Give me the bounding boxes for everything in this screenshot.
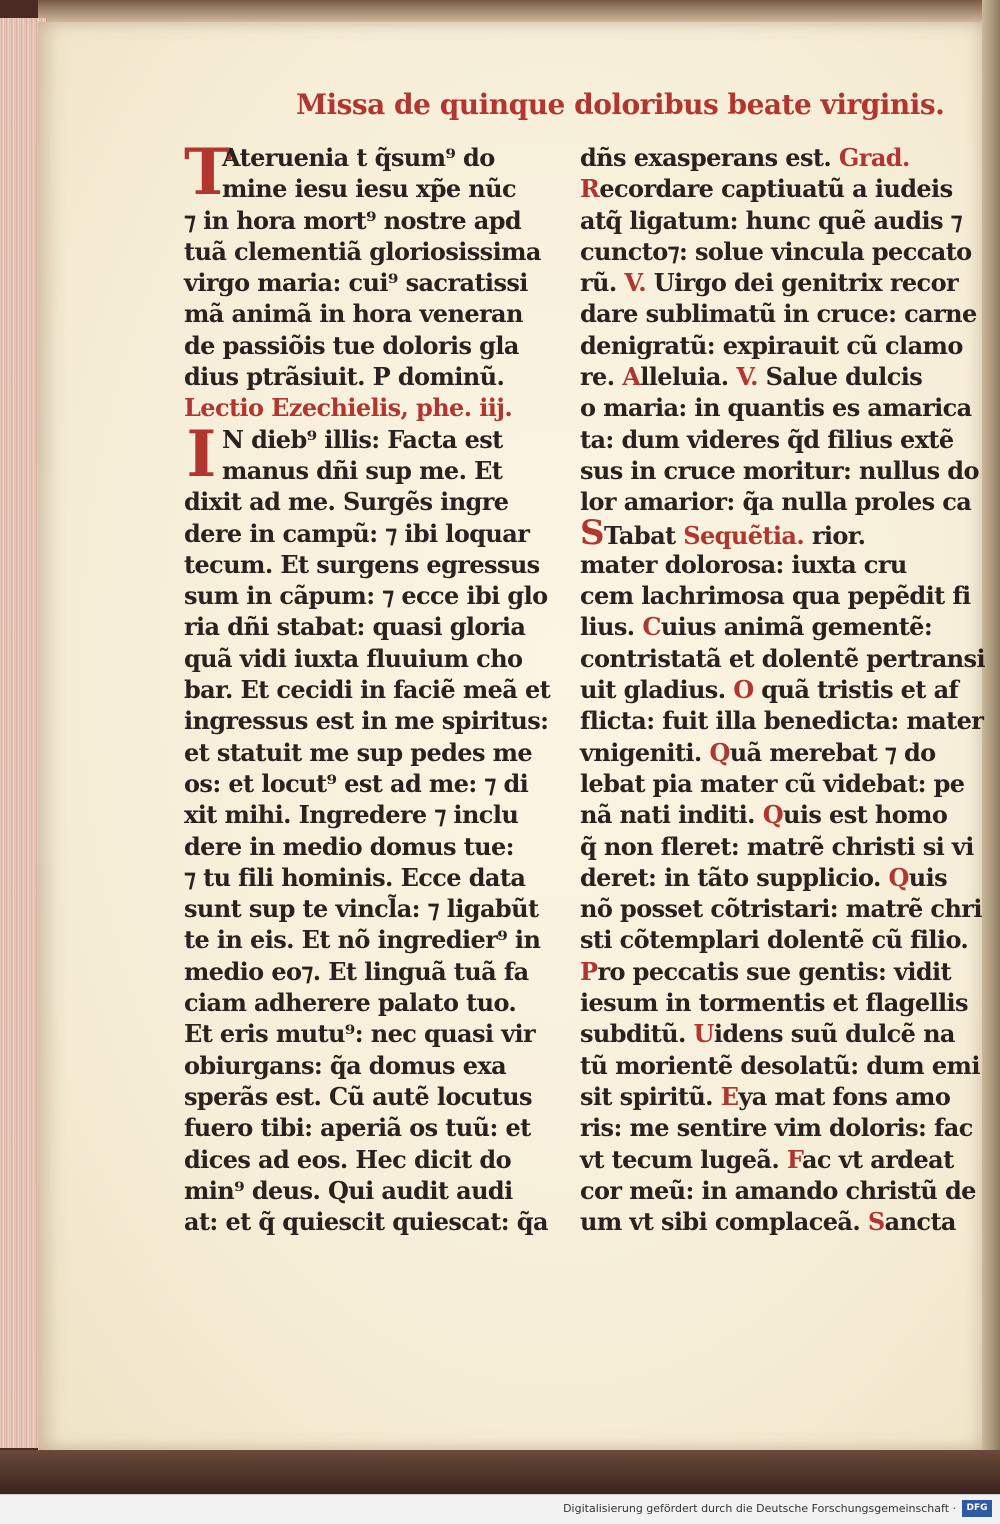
text-line bbox=[580, 173, 953, 204]
initial-letter: T bbox=[184, 135, 232, 210]
text-line: fuero tibi: aperiã os tuũ: et bbox=[184, 1113, 531, 1143]
text-segment: atq̃ ligatum: hunc quẽ audis ⁊ bbox=[580, 205, 962, 235]
text-line bbox=[580, 987, 968, 1018]
text-line: dere in campũ: ⁊ ibi loquar bbox=[184, 518, 530, 548]
text-line bbox=[580, 205, 962, 236]
rubric-segment: R bbox=[580, 174, 600, 204]
rubric-segment: Grad. bbox=[838, 143, 910, 172]
funding-notice: Digitalisierung gefördert durch die Deutsche Forschungsgemeinschaft · bbox=[563, 1502, 956, 1515]
text-segment: denigratũ: expirauit cũ clamo bbox=[580, 330, 963, 360]
text-line: os: et locut⁹ est ad me: ⁊ di bbox=[184, 768, 529, 798]
text-line: de passiõis tue doloris gla bbox=[184, 330, 519, 360]
text-segment: sit spiritũ. bbox=[580, 1081, 721, 1111]
rubric-segment: U bbox=[693, 1019, 714, 1049]
text-line bbox=[580, 956, 952, 987]
text-segment: ac vt ardeat bbox=[801, 1144, 954, 1174]
text-segment: o maria: in quantis es amarica bbox=[580, 393, 972, 423]
text-segment: deret: in tãto supplicio. bbox=[580, 862, 889, 892]
running-head: Missa de quinque doloribus beate virginis. bbox=[296, 88, 945, 121]
text-line bbox=[580, 643, 985, 674]
text-line: obiurgans: q̃a domus exa bbox=[184, 1050, 507, 1080]
rubric-segment: Sequẽtia. bbox=[683, 520, 805, 550]
text-segment: lius. bbox=[580, 612, 643, 642]
text-line: mine iesu iesu xp̃e nũc bbox=[222, 174, 517, 204]
text-line: virgo maria: cui⁹ sacratissi bbox=[184, 268, 528, 298]
text-line bbox=[580, 455, 979, 486]
initial-letter: I bbox=[186, 416, 216, 492]
text-line bbox=[580, 831, 974, 862]
text-line bbox=[580, 512, 920, 553]
text-segment: vt tecum lugeã. bbox=[580, 1144, 787, 1174]
text-line: sum in cãpum: ⁊ ecce ibi glo bbox=[184, 581, 548, 611]
text-segment: cor meũ: in amando christũ de bbox=[580, 1175, 976, 1205]
text-line: at: et q̃ quiescit quiescat: q̃a bbox=[184, 1207, 548, 1237]
text-segment: mater dolorosa: iuxta cru bbox=[580, 549, 907, 579]
text-line: dere in medio domus tue: bbox=[184, 831, 514, 861]
text-segment: sti cõtemplari dolentẽ cũ filio. bbox=[580, 925, 969, 955]
rubric-segment: S bbox=[580, 512, 604, 553]
text-line bbox=[580, 1206, 956, 1237]
text-line bbox=[580, 1112, 973, 1143]
rubric-segment: Q bbox=[709, 737, 730, 767]
text-line bbox=[580, 893, 982, 924]
text-segment: ris: me sentire vim doloris: fac bbox=[580, 1113, 973, 1143]
text-line bbox=[580, 298, 977, 329]
text-segment: subditũ. bbox=[580, 1019, 694, 1049]
text-segment: quã tristis et af bbox=[753, 675, 959, 705]
rubric-segment: Q bbox=[762, 800, 784, 830]
text-line bbox=[580, 862, 948, 893]
text-line: sunt sup te vincl̃a: ⁊ ligabũt bbox=[184, 894, 539, 924]
text-line: ria dñi stabat: quasi gloria bbox=[184, 612, 526, 642]
text-segment: ta: dum videres q̃d filius extẽ bbox=[580, 424, 954, 454]
text-line: ingressus est in me spiritus: bbox=[184, 706, 549, 736]
text-line: bar. Et cecidi in faciẽ meã et bbox=[184, 675, 551, 705]
text-line: et statuit me sup pedes me bbox=[184, 737, 533, 767]
text-line: medio eo⁊. Et linguã tuã fa bbox=[184, 956, 529, 986]
text-line bbox=[580, 1144, 954, 1175]
text-line bbox=[580, 1018, 955, 1049]
text-segment: iesum in tormentis et flagellis bbox=[580, 988, 968, 1018]
text-segment: tũ morientẽ desolatũ: dum emi bbox=[580, 1050, 980, 1080]
rubric-segment: V. bbox=[624, 268, 646, 298]
text-segment: lor amarior: q̃a nulla proles ca bbox=[580, 487, 972, 517]
text-segment: uis est homo bbox=[783, 800, 948, 830]
text-line bbox=[580, 799, 948, 830]
text-segment: nã nati inditi. bbox=[580, 800, 763, 830]
text-line: manus dñi sup me. Et bbox=[222, 455, 503, 485]
text-line bbox=[580, 737, 936, 768]
text-segment: rũ. bbox=[580, 268, 625, 298]
text-segment: ro peccatis sue gentis: vidit bbox=[597, 956, 952, 986]
text-segment: uit gladius. bbox=[580, 675, 734, 705]
text-segment: uã merebat ⁊ do bbox=[729, 737, 936, 767]
text-line bbox=[580, 768, 965, 799]
text-line bbox=[580, 236, 972, 267]
right-column bbox=[580, 142, 985, 1237]
text-line bbox=[580, 611, 933, 642]
text-segment: ancta bbox=[884, 1207, 956, 1237]
rubric-heading: Lectio Ezechielis, phe. iij. bbox=[184, 393, 513, 423]
text-line: xit mihi. Ingredere ⁊ inclu bbox=[184, 800, 519, 830]
text-line bbox=[580, 549, 920, 580]
text-segment: uius animã gementẽ: bbox=[660, 612, 933, 642]
text-line: ⁊ in hora mort⁹ nostre apd bbox=[184, 205, 522, 235]
text-segment: uis bbox=[908, 862, 948, 892]
text-line bbox=[580, 361, 923, 392]
text-line: Ateruenia t q̃sum⁹ do bbox=[222, 143, 495, 172]
text-line bbox=[580, 330, 963, 361]
text-line: mã animã in hora veneran bbox=[184, 299, 523, 329]
text-line: N dieb⁹ illis: Facta est bbox=[222, 424, 503, 454]
dfg-logo: DFG bbox=[962, 1500, 992, 1517]
text-line bbox=[580, 1175, 976, 1206]
text-segment: flicta: fuit illa benedicta: mater bbox=[580, 706, 984, 736]
text-line: dices ad eos. Hec dicit do bbox=[184, 1144, 512, 1174]
page-top-shadow bbox=[38, 0, 982, 22]
text-segment: rior. bbox=[804, 520, 866, 550]
text-segment: dñs exasperans est. bbox=[580, 143, 839, 172]
text-line bbox=[580, 392, 972, 423]
text-segment: nõ posset cõtristari: matrẽ chri bbox=[580, 894, 982, 924]
text-line: tecum. Et surgens egressus bbox=[184, 549, 540, 579]
text-line bbox=[580, 705, 984, 736]
rubric-segment: A bbox=[622, 362, 641, 392]
rubric-segment: C bbox=[642, 612, 661, 642]
text-segment: um vt sibi complaceã. bbox=[580, 1207, 868, 1237]
text-segment: vnigeniti. bbox=[580, 737, 710, 767]
text-segment: Salue dulcis bbox=[757, 362, 923, 392]
text-segment: ecordare captiuatũ a iudeis bbox=[599, 174, 953, 204]
rubric-segment: S bbox=[867, 1207, 885, 1237]
text-line: sperãs est. Cũ autẽ locutus bbox=[184, 1081, 532, 1111]
text-segment: idens suũ dulcẽ na bbox=[713, 1019, 955, 1049]
rubric-segment: Q bbox=[888, 862, 909, 892]
text-segment: ya mat fons amo bbox=[738, 1081, 951, 1111]
text-line bbox=[580, 580, 971, 611]
text-segment: lebat pia mater cũ videbat: pe bbox=[580, 768, 965, 798]
text-segment: q̃ non fleret: matrẽ christi si vi bbox=[580, 831, 974, 861]
text-segment: cem lachrimosa qua pepẽdit fi bbox=[580, 581, 971, 611]
text-line: ⁊ tu fili hominis. Ecce data bbox=[184, 862, 526, 892]
text-segment: contristatã et dolentẽ pertransi bbox=[580, 643, 985, 673]
text-segment: sus in cruce moritur: nullus do bbox=[580, 455, 979, 485]
text-line: tuã clementiã gloriosissima bbox=[184, 236, 541, 266]
rubric-segment: F bbox=[786, 1144, 802, 1174]
left-column bbox=[184, 135, 551, 1237]
text-segment: lleluia. bbox=[640, 362, 737, 392]
binding-edge bbox=[982, 0, 1000, 1470]
text-line bbox=[580, 1081, 951, 1112]
text-line: Et eris mutu⁹: nec quasi vir bbox=[184, 1019, 536, 1049]
text-line: quã vidi iuxta fluuium cho bbox=[184, 643, 523, 673]
rubric-segment: O bbox=[733, 675, 754, 705]
text-line bbox=[580, 1050, 980, 1081]
text-segment: Uirgo dei genitrix recor bbox=[646, 268, 959, 298]
text-line bbox=[580, 674, 959, 705]
rubric-segment: E bbox=[720, 1081, 739, 1111]
text-line bbox=[580, 924, 969, 955]
text-segment: dare sublimatũ in cruce: carne bbox=[580, 299, 977, 329]
text-line: dixit ad me. Surgẽs ingre bbox=[184, 487, 509, 517]
text-segment: Tabat bbox=[603, 520, 684, 550]
text-line: dius ptrãsiuit. P dominũ. bbox=[184, 362, 505, 392]
rubric-segment: P bbox=[580, 956, 598, 986]
text-line bbox=[580, 486, 972, 517]
text-line bbox=[580, 424, 954, 455]
text-line bbox=[580, 267, 959, 298]
book-bottom bbox=[0, 1450, 1000, 1494]
footer-bar bbox=[0, 1494, 1000, 1524]
text-line bbox=[580, 142, 920, 173]
text-line: te in eis. Et nõ ingredier⁹ in bbox=[184, 925, 541, 955]
text-line: ciam adherere palato tuo. bbox=[184, 988, 517, 1018]
rubric-segment: V. bbox=[736, 362, 758, 392]
text-segment: cuncto⁊: solue vincula peccato bbox=[580, 236, 972, 266]
text-line: min⁹ deus. Qui audit audi bbox=[184, 1175, 513, 1205]
text-segment: re. bbox=[580, 362, 623, 392]
